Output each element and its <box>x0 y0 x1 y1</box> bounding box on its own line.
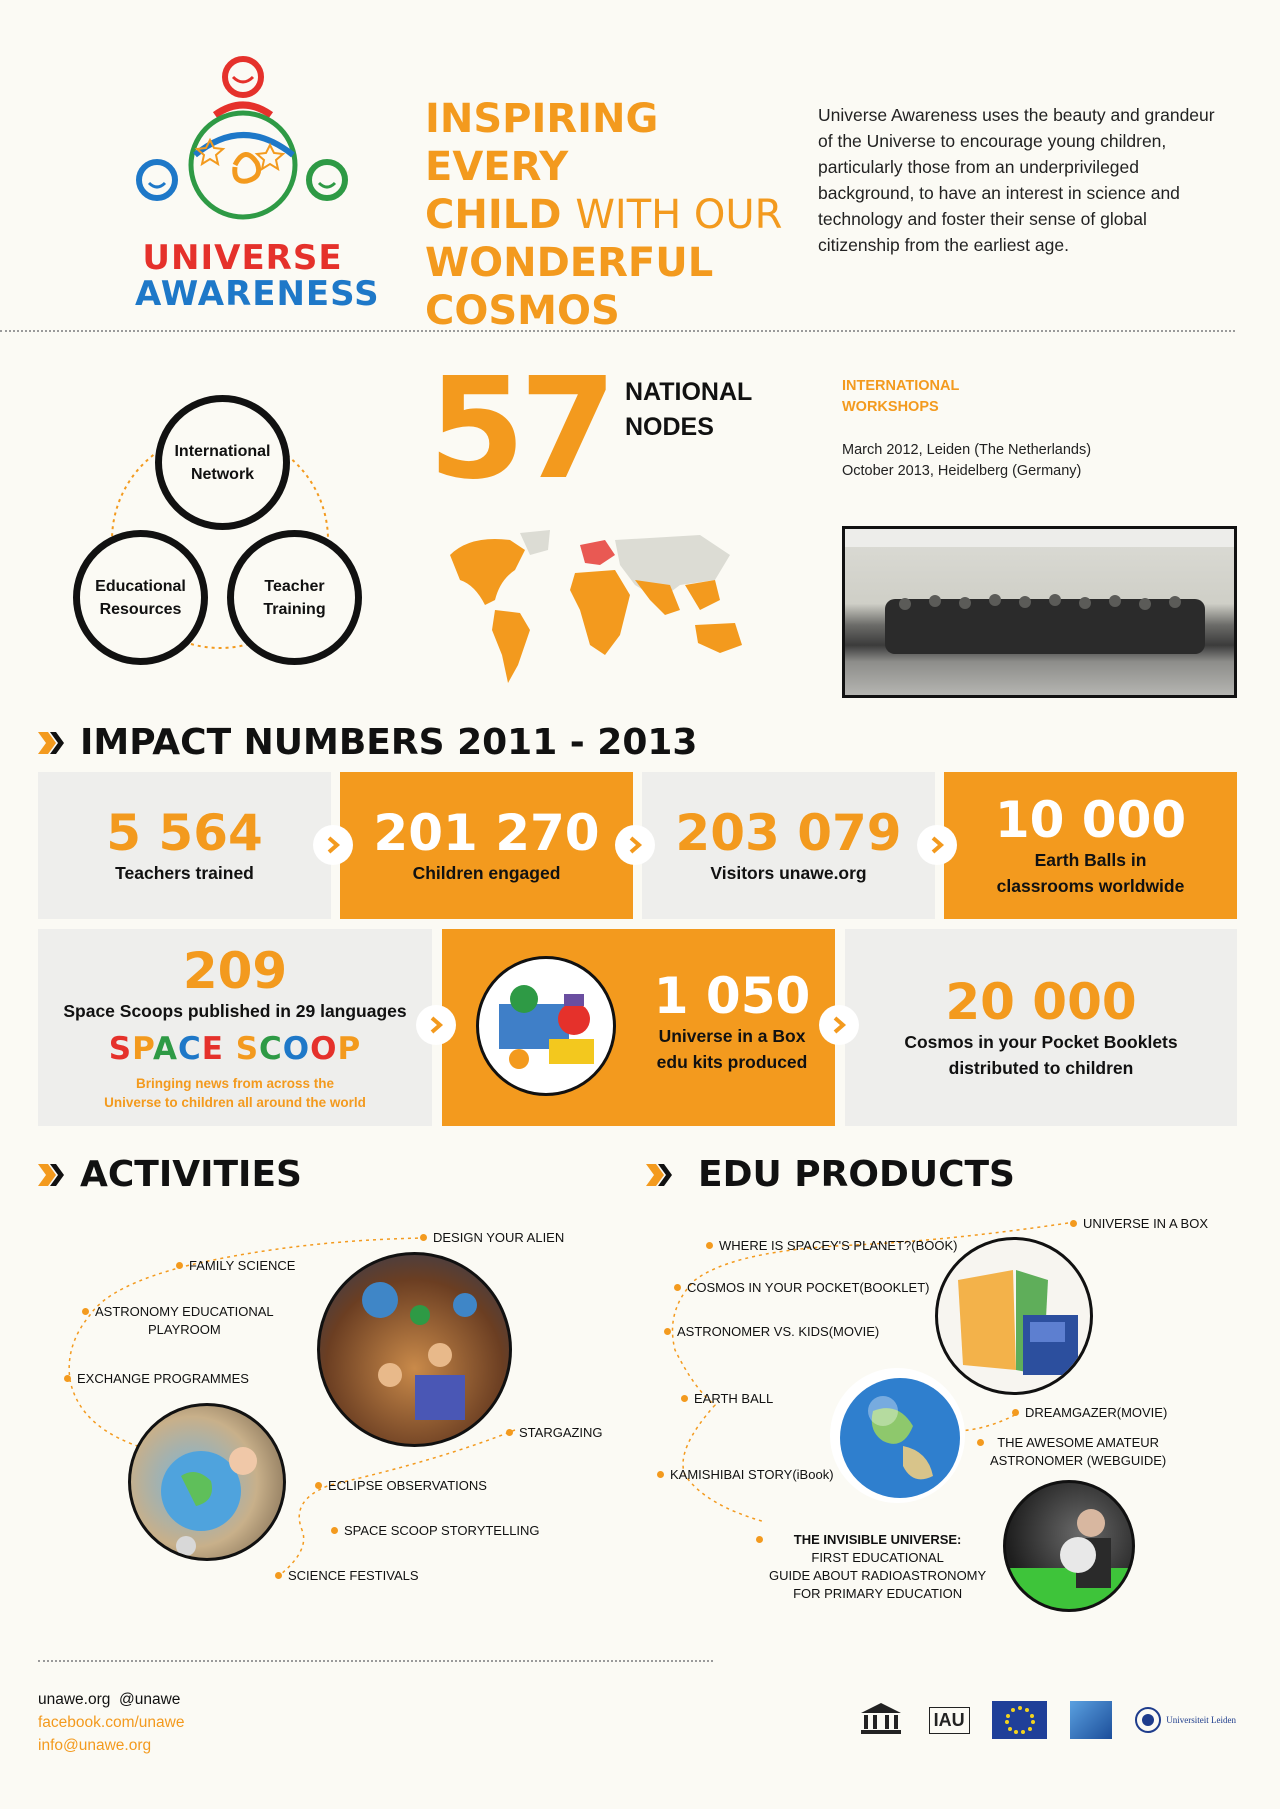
arrow-icon <box>819 1005 859 1045</box>
logo-wordmark: UNIVERSE AWARENESS <box>135 238 380 314</box>
activity-item: EXCHANGE PROGRAMMES <box>64 1370 249 1388</box>
tile-earth-balls: 10 000 Earth Balls in classrooms worldwide <box>944 772 1237 919</box>
activity-item: ECLIPSE OBSERVATIONS <box>315 1477 487 1495</box>
tile-universe-in-a-box: 1 050 Universe in a Box edu kits produced <box>442 929 835 1126</box>
chevron-right-icon <box>646 1160 676 1190</box>
books-photo <box>935 1237 1093 1395</box>
headline: INSPIRING EVERY CHILD WITH OUR WONDERFUL COSMOS <box>425 96 783 334</box>
activity-item: DESIGN YOUR ALIEN <box>420 1229 564 1247</box>
edu-item: COSMOS IN YOUR POCKET (BOOKLET) <box>674 1279 929 1297</box>
website-link[interactable]: unawe.org <box>38 1691 111 1708</box>
tile-visitors: 203 079 Visitors unawe.org <box>642 772 935 919</box>
iau-logo: IAU <box>929 1707 970 1734</box>
circle-international-network: International Network <box>155 395 290 530</box>
arrow-icon <box>615 825 655 865</box>
edu-item: THE AWESOME AMATEUR ASTRONOMER (WEBGUIDE) <box>977 1434 1166 1470</box>
nodes-number: 57 <box>428 348 611 511</box>
edu-item: DREAMGAZER (MOVIE) <box>1012 1404 1167 1422</box>
edu-kit-icon <box>479 959 616 1096</box>
twitter-link[interactable]: @unawe <box>119 1691 181 1708</box>
divider <box>0 330 1235 332</box>
logo-figures-icon <box>135 55 350 235</box>
edu-item: THE INVISIBLE UNIVERSE: FIRST EDUCATIONAL GUIDE ABOUT RADIOASTRONOMY FOR PRIMARY EDUCATION <box>756 1531 986 1603</box>
world-map-icon <box>430 525 760 690</box>
unesco-logo <box>856 1699 906 1741</box>
tile-cosmos-booklets: 20 000 Cosmos in your Pocket Booklets distributed to children <box>845 929 1237 1126</box>
activities-title: ACTIVITIES <box>38 1155 302 1195</box>
nodes-label: NATIONAL NODES <box>625 378 753 441</box>
leiden-seal-icon <box>1134 1706 1162 1734</box>
leiden-logo: Universiteit Leiden <box>1134 1706 1236 1734</box>
activity-item: ASTRONOMY EDUCATIONAL PLAYROOM <box>82 1303 274 1339</box>
workshops-title: INTERNATIONAL WORKSHOPS <box>842 378 960 415</box>
edu-item: EARTH BALL <box>681 1390 773 1408</box>
partner-logos <box>856 1685 1236 1755</box>
space-scoop-logo: SPACE SCOOP <box>108 1030 362 1067</box>
circle-teacher-training: Teacher Training <box>227 530 362 665</box>
space-scoop-tagline: Bringing news from across the Universe to children all around the world <box>104 1075 366 1110</box>
edu-item: UNIVERSE IN A BOX <box>1070 1215 1208 1233</box>
tile-teachers-trained: 5 564 Teachers trained <box>38 772 331 919</box>
children-group-icon <box>320 1255 512 1447</box>
edu-item: WHERE IS SPACEY'S PLANET? (BOOK) <box>706 1237 957 1255</box>
edu-kit-photo <box>476 956 616 1096</box>
footer-contacts <box>38 1688 184 1757</box>
activity-item: SPACE SCOOP STORYTELLING <box>331 1522 540 1540</box>
arrow-icon <box>917 825 957 865</box>
earth-ball-child-icon <box>131 1406 286 1561</box>
impact-title: IMPACT NUMBERS 2011 - 2013 <box>38 723 697 763</box>
edu-products-title: EDU PRODUCTS <box>646 1155 1015 1195</box>
unawe-logo <box>135 55 380 314</box>
footer-divider <box>38 1660 713 1662</box>
edu-item: ASTRONOMER VS. KIDS (MOVIE) <box>664 1323 879 1341</box>
arrow-icon <box>313 825 353 865</box>
astronomer-icon <box>1006 1483 1135 1612</box>
circle-educational-resources: Educational Resources <box>73 530 208 665</box>
activity-item: STARGAZING <box>506 1424 603 1442</box>
tile-children-engaged: 201 270 Children engaged <box>340 772 633 919</box>
chevron-right-icon <box>38 1160 68 1190</box>
books-icon <box>938 1240 1093 1395</box>
amateur-astronomer-photo <box>1003 1480 1135 1612</box>
activity-item: SCIENCE FESTIVALS <box>275 1567 419 1585</box>
intro-paragraph: Universe Awareness uses the beauty and grandeur of the Universe to encourage young children, particularly those from an underprivileged background, to have an interest in science and technology and foster their sense of global citizenship from the earliest age. <box>818 105 1215 255</box>
workshop-group-photo <box>842 526 1237 698</box>
facebook-link[interactable]: facebook.com/unawe <box>38 1714 185 1731</box>
arrow-icon <box>416 1005 456 1045</box>
email-link[interactable]: info@unawe.org <box>38 1737 152 1754</box>
group-photo-icon <box>845 529 1237 698</box>
nova-logo-icon <box>1070 1701 1112 1739</box>
workshops-list: March 2012, Leiden (The Netherlands) October 2013, Heidelberg (Germany) <box>842 442 1092 479</box>
edu-item: KAMISHIBAI STORY (iBook) <box>657 1466 834 1484</box>
activity-item: FAMILY SCIENCE <box>176 1257 295 1275</box>
unesco-temple-icon <box>856 1699 906 1739</box>
chevron-right-icon <box>38 728 68 758</box>
globe-icon <box>833 1371 965 1503</box>
earth-ball-photo <box>830 1368 965 1503</box>
activity-earth-ball-photo <box>128 1403 286 1561</box>
eu-flag-icon <box>992 1701 1047 1739</box>
tile-space-scoops: 209 Space Scoops published in 29 languages SPACE SCOOP Bringing news from across the Universe to children all around the world <box>38 929 432 1126</box>
network-diagram <box>70 390 370 670</box>
activity-children-photo <box>317 1252 512 1447</box>
